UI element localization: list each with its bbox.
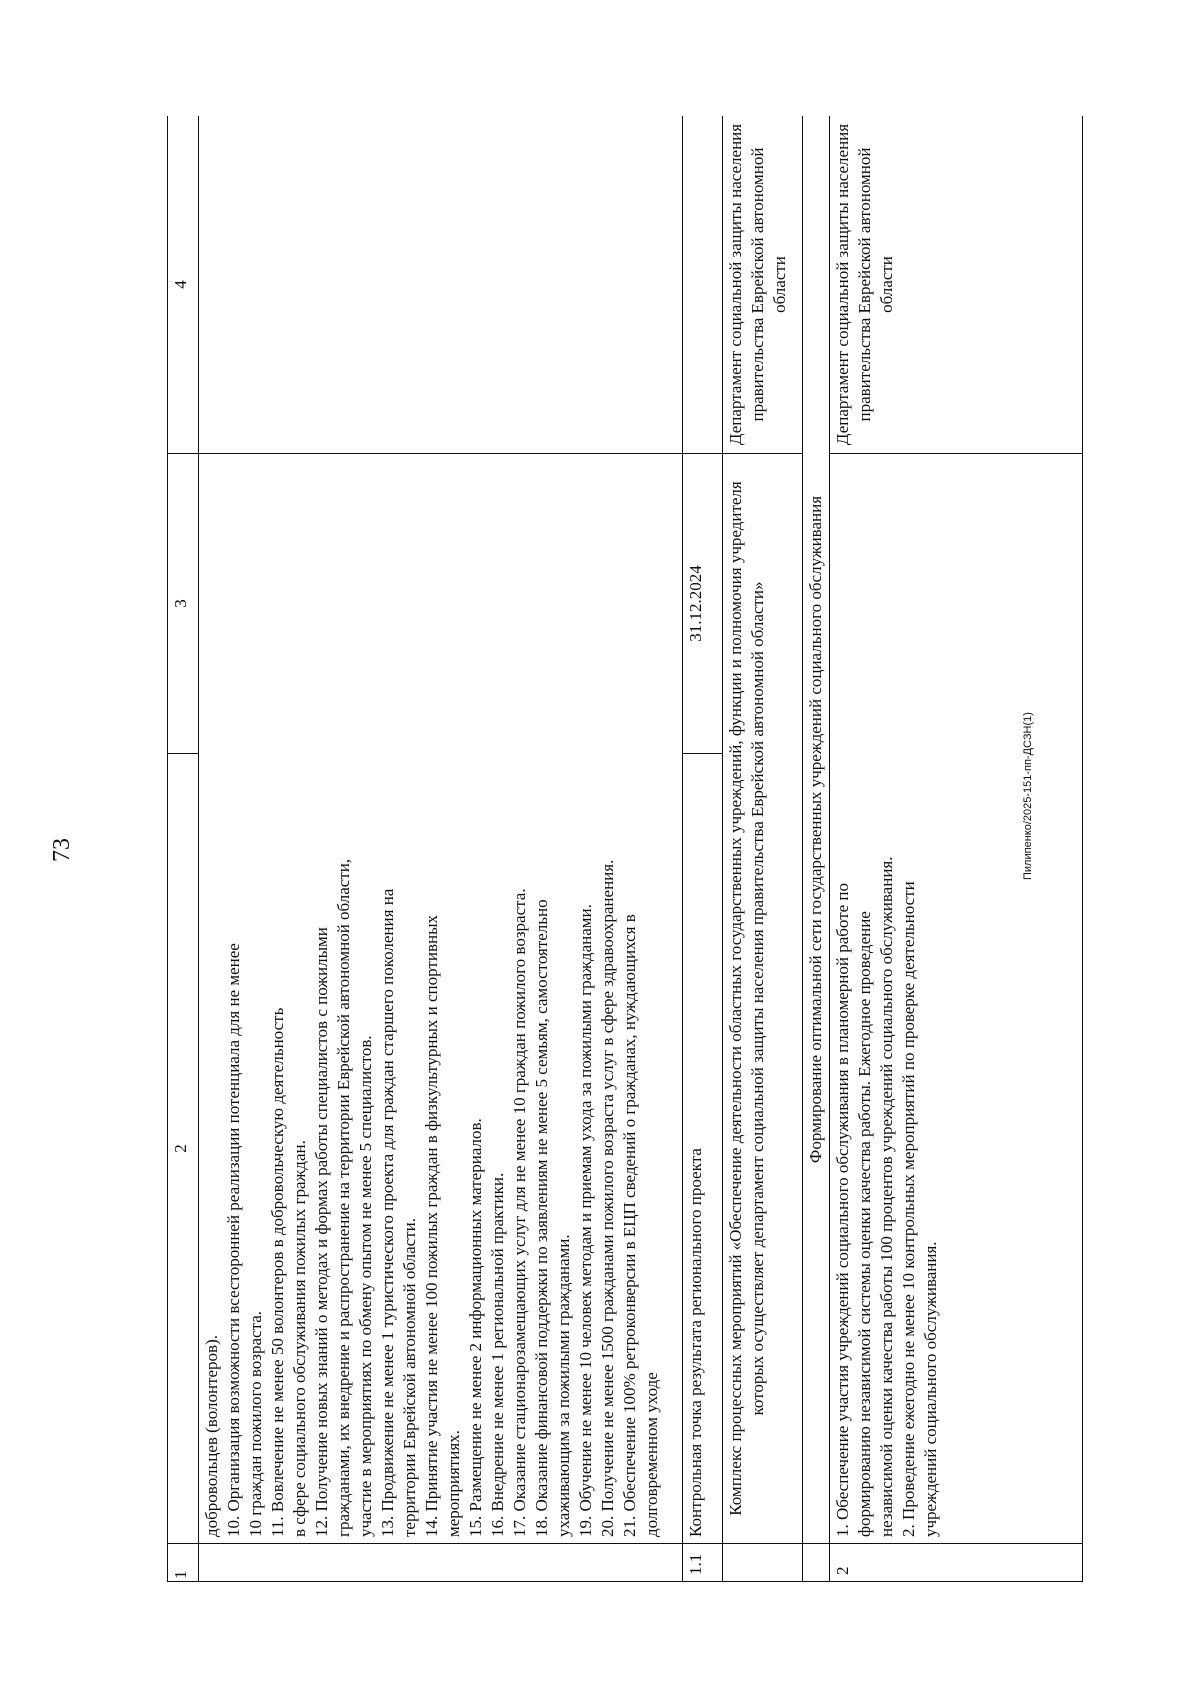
text-line: гражданами, их внедрение и распространение на территории Еврейской автономной области, [334,858,353,1537]
text-line: участие в мероприятиях по обмену опытом не менее 5 специалистов. [356,1035,375,1537]
complex-row [723,116,803,1582]
text-line: 19. Обучение не менее 10 человек методам и приемам ухода за пожилыми гражданами. [576,904,595,1537]
row-number [723,1544,803,1582]
text-line: 20. Получение не менее 1500 гражданами пожилого возраста услуг в сфере здравоохранения. [598,859,617,1537]
document-code: Пилипенко/2025-151-пп-ДСЗН(1) [1022,712,1034,880]
control-point-text: Контрольная точка результата регионального проекта [683,754,723,1544]
responsible-cell [683,116,723,454]
rotated-page [167,116,1083,1582]
text-line: 18. Оказание финансовой поддержки по заявлениям не менее 5 семьям, самостоятельно [532,899,551,1537]
header-col-2: 2 [168,754,199,1544]
text-line: 1. Обеспечение участия учреждений социального обслуживания в планомерной работе по [833,882,852,1537]
text-line: 12. Получение новых знаний о методах и формах работы специалистов с пожилыми [312,927,331,1537]
row-number [199,1544,683,1582]
text-line: в сфере социального обслуживания пожилых граждан. [290,1140,309,1537]
activity-list [830,454,1083,1544]
text-line: учреждений социального обслуживания. [921,1241,940,1537]
row-number [803,1544,830,1582]
page-number: 73 [49,838,75,862]
table-row [830,116,1083,1582]
text-line: 15. Размещение не менее 2 информационных материалов. [466,1118,485,1537]
activity-list [199,454,683,1544]
complex-responsible: Департамент социальной защиты населения правительства Еврейской автономной области [723,116,803,454]
control-point-row [683,116,723,1582]
text-line: территории Еврейской автономной области. [400,1218,419,1537]
text-line: 14. Принятие участия не менее 100 пожилых граждан в физкультурных и спортивных [422,915,441,1537]
text-line: 21. Обеспечение 100% ретроконверсии в ЕЦП сведений о гражданах, нуждающихся в [620,914,639,1537]
plan-table [167,116,1083,1582]
header-col-4: 4 [168,116,199,454]
text-line: 13. Продвижение не менее 1 туристического проекта для граждан старшего поколения на [378,888,397,1537]
row-number: 1.1 [683,1544,723,1582]
header-col-1: 1 [168,1544,199,1582]
section-row [803,116,830,1582]
section-title: Формирование оптимальной сети государственных учреждений социального обслуживания [803,116,830,1544]
responsible-cell: Департамент социальной защиты населения правительства Еврейской автономной области [830,116,1083,454]
control-point-date: 31.12.2024 [683,454,723,754]
text-line: формированию независимой системы оценки качества работы. Ежегодное проведение [855,911,874,1537]
text-line: 2. Проведение ежегодно не менее 10 контрольных мероприятий по проверке деятельности [899,881,918,1537]
responsible-cell [199,116,683,454]
text-line: 10 граждан пожилого возраста. [246,1310,265,1537]
text-line: ухаживающим за пожилыми гражданами. [554,1234,573,1537]
header-row [168,116,199,1582]
text-line: 16. Внедрение не менее 1 региональной практики. [488,1172,507,1537]
text-line: мероприятиях. [444,1430,463,1537]
complex-title: Комплекс процессных мероприятий «Обеспечение деятельности областных государственных учреждений, функции и полномочия учредителя которых осуществляет департамент социальной защиты населения правительства Еврейской автономной области» [723,454,803,1544]
text-line: независимой оценки качества работы 100 процентов учреждений социального обслуживания. [877,856,896,1537]
text-line: 10. Организация возможности всесторонней реализации потенциала для не менее [224,943,243,1537]
row-number: 2 [830,1544,1083,1582]
header-col-3: 3 [168,454,199,754]
table-row [199,116,683,1582]
text-line: добровольцев (волонтеров). [202,1335,221,1537]
text-line: 11. Вовлечение не менее 50 волонтеров в добровольческую деятельность [268,1007,287,1537]
text-line: долговременном уходе [642,1372,661,1537]
text-line: 17. Оказание стационарозамещающих услуг для не менее 10 граждан пожилого возраста. [510,888,529,1537]
